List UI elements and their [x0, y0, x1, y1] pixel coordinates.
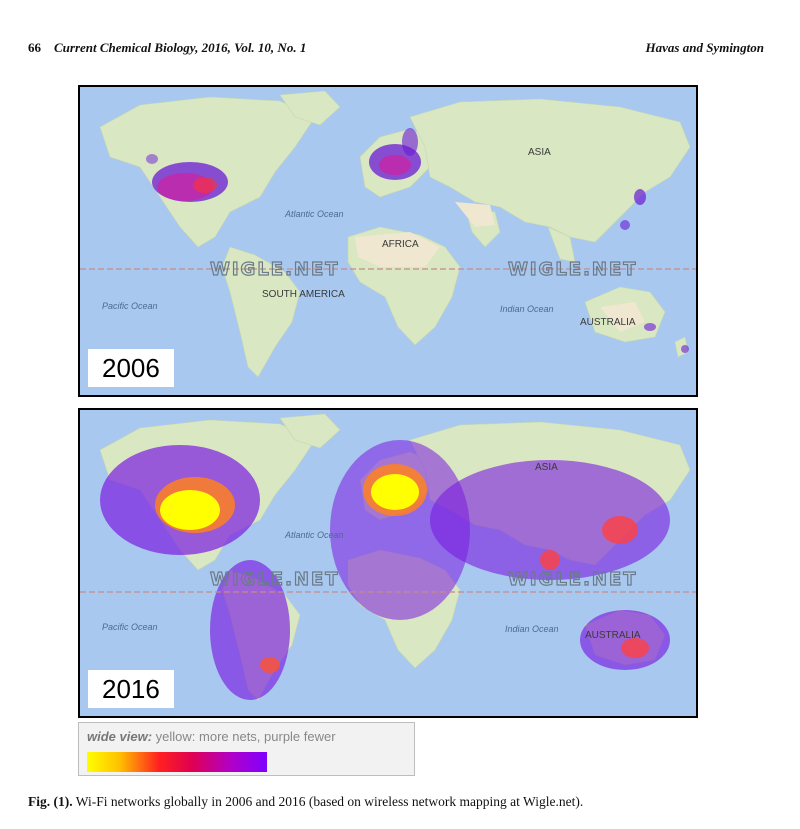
label-pacific: Pacific Ocean: [102, 301, 158, 311]
label-indian: Indian Ocean: [505, 624, 559, 634]
watermark-left: WIGLE.NET: [210, 259, 340, 280]
authors: Havas and Symington: [645, 40, 764, 55]
label-atlantic: Atlantic Ocean: [285, 209, 344, 219]
label-africa: AFRICA: [382, 239, 419, 250]
legend-bold-label: wide view:: [87, 729, 153, 744]
caption-text: Wi-Fi networks globally in 2006 and 2016 (based on wireless network mapping at Wigle.net).: [75, 794, 584, 809]
map-2016: [78, 408, 698, 718]
label-asia: ASIA: [528, 147, 551, 158]
journal-title: Current Chemical Biology, 2016, Vol. 10, No. 1: [54, 40, 307, 55]
legend-gradient-bar: [87, 752, 267, 772]
label-australia: AUSTRALIA: [580, 317, 636, 328]
label-asia: ASIA: [535, 462, 558, 473]
year-label-2006: 2006: [88, 349, 174, 387]
legend-text: [87, 729, 336, 744]
watermark-right: WIGLE.NET: [508, 259, 638, 280]
label-pacific: Pacific Ocean: [102, 622, 158, 632]
page-number: 66: [28, 40, 41, 55]
legend-description: yellow: more nets, purple fewer: [155, 729, 336, 744]
label-australia: AUSTRALIA: [585, 630, 641, 641]
color-legend: [78, 722, 415, 776]
page-header: [28, 40, 764, 60]
label-atlantic: Atlantic Ocean: [285, 530, 344, 540]
year-label-2016: 2016: [88, 670, 174, 708]
map-2006: [78, 85, 698, 397]
figure-label: Fig. (1).: [28, 794, 73, 809]
watermark-right: WIGLE.NET: [508, 569, 638, 590]
label-south-america: SOUTH AMERICA: [262, 289, 345, 300]
label-indian: Indian Ocean: [500, 304, 554, 314]
figure-caption: [28, 794, 583, 810]
watermark-left: WIGLE.NET: [210, 569, 340, 590]
